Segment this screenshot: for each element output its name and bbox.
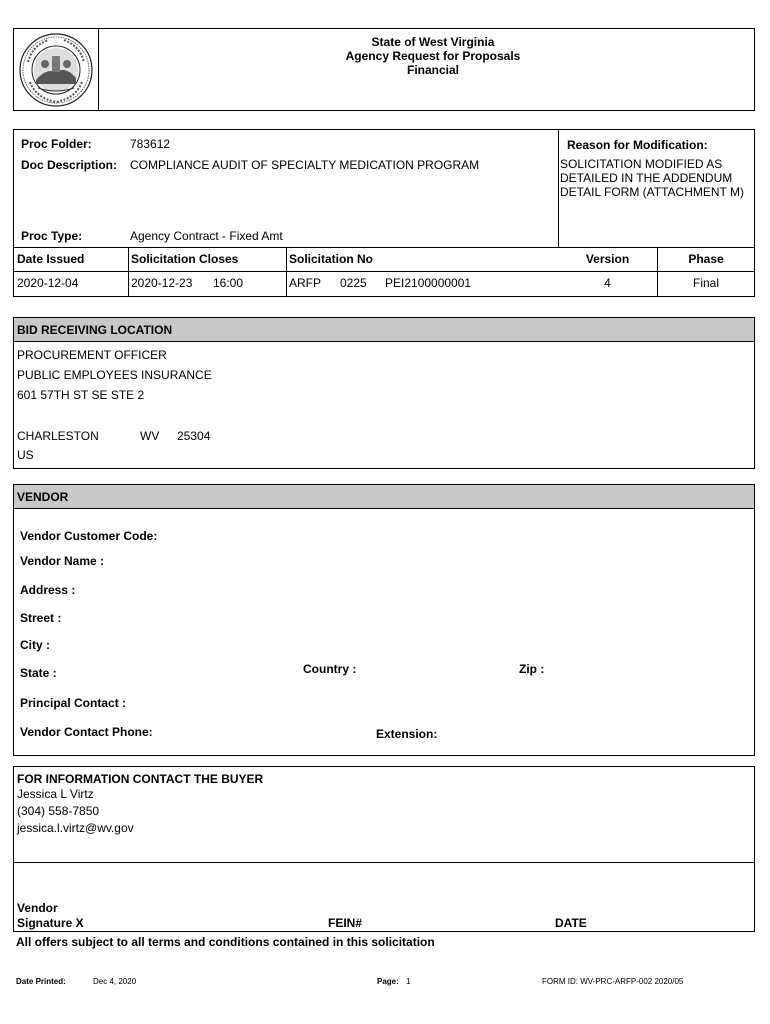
date-label: DATE [555,916,587,930]
doc-description-value: COMPLIANCE AUDIT OF SPECIALTY MEDICATION PROGRAM [130,158,480,172]
date-issued-value: 2020-12-04 [17,276,79,290]
proc-info-box [13,129,755,297]
vendor-customer-code-label: Vendor Customer Code: [20,529,158,543]
col-solicitation-closes: Solicitation Closes [131,252,239,266]
signature-vendor-label: Vendor [17,901,58,915]
vendor-city-label: City : [20,638,50,652]
vendor-principal-contact-label: Principal Contact : [20,696,127,710]
vendor-name-label: Vendor Name : [20,554,105,568]
version-value: 4 [604,276,611,290]
header-form-subtitle: Financial [406,63,459,77]
buyer-box [13,766,755,932]
signature-x-label: Signature X [17,916,84,930]
page-label: Page: [377,977,399,986]
doc-description-label: Doc Description: [21,158,118,172]
fein-label: FEIN# [328,916,363,930]
vendor-street-label: Street : [20,611,62,625]
closes-date-value: 2020-12-23 [131,276,193,290]
proc-type-value: Agency Contract - Fixed Amt [130,229,283,243]
bid-line-1: PROCUREMENT OFFICER [17,348,167,362]
vendor-zip-label: Zip : [519,662,545,676]
bid-city: CHARLESTON [17,429,99,443]
buyer-email: jessica.l.virtz@wv.gov [17,821,134,835]
buyer-phone: (304) 558-7850 [17,804,100,818]
vendor-address-label: Address : [20,583,76,597]
proc-folder-label: Proc Folder: [21,137,92,151]
sol-id-value: PEI2100000001 [385,276,472,290]
bid-location-title: BID RECEIVING LOCATION [14,318,754,342]
col-version: Version [585,252,630,266]
bid-country: US [17,448,34,462]
vendor-phone-label: Vendor Contact Phone: [20,725,153,739]
vendor-state-label: State : [20,666,57,680]
proc-type-label: Proc Type: [21,229,83,243]
header-title-block [112,35,754,77]
state-seal-icon [18,32,94,108]
page-value: 1 [406,977,411,986]
bid-zip: 25304 [177,429,211,443]
col-date-issued: Date Issued [17,252,85,266]
buyer-title: FOR INFORMATION CONTACT THE BUYER [17,772,264,786]
reason-label: Reason for Modification: [567,138,708,152]
sol-dept-value: 0225 [340,276,367,290]
bid-location-box [13,317,755,469]
form-id: FORM ID: WV-PRC-ARFP-002 2020/05 [542,977,684,986]
bid-line-3: 601 57TH ST SE STE 2 [17,388,145,402]
vendor-extension-label: Extension: [376,727,438,741]
sol-type-value: ARFP [289,276,322,290]
vendor-box [13,484,755,756]
header-box [13,28,755,111]
col-solicitation-no: Solicitation No [289,252,373,266]
date-printed-value: Dec 4, 2020 [93,977,137,986]
reason-value: SOLICITATION MODIFIED AS DETAILED IN THE ADDENDUM DETAIL FORM (ATTACHMENT M) [560,157,744,199]
closes-time-value: 16:00 [213,276,244,290]
bid-state: WV [140,429,160,443]
terms-text: All offers subject to all terms and conditions contained in this solicitation [16,935,435,949]
vendor-title: VENDOR [14,485,754,509]
bid-line-2: PUBLIC EMPLOYEES INSURANCE [17,368,212,382]
header-state: State of West Virginia [371,35,495,49]
col-phase: Phase [688,252,724,266]
seal-cell [14,29,99,111]
date-printed-label: Date Printed: [16,977,66,986]
buyer-name: Jessica L Virtz [17,787,94,801]
header-form-title: Agency Request for Proposals [345,49,521,63]
proc-folder-value: 783612 [130,137,171,151]
vendor-country-label: Country : [303,662,357,676]
phase-value: Final [692,276,719,290]
